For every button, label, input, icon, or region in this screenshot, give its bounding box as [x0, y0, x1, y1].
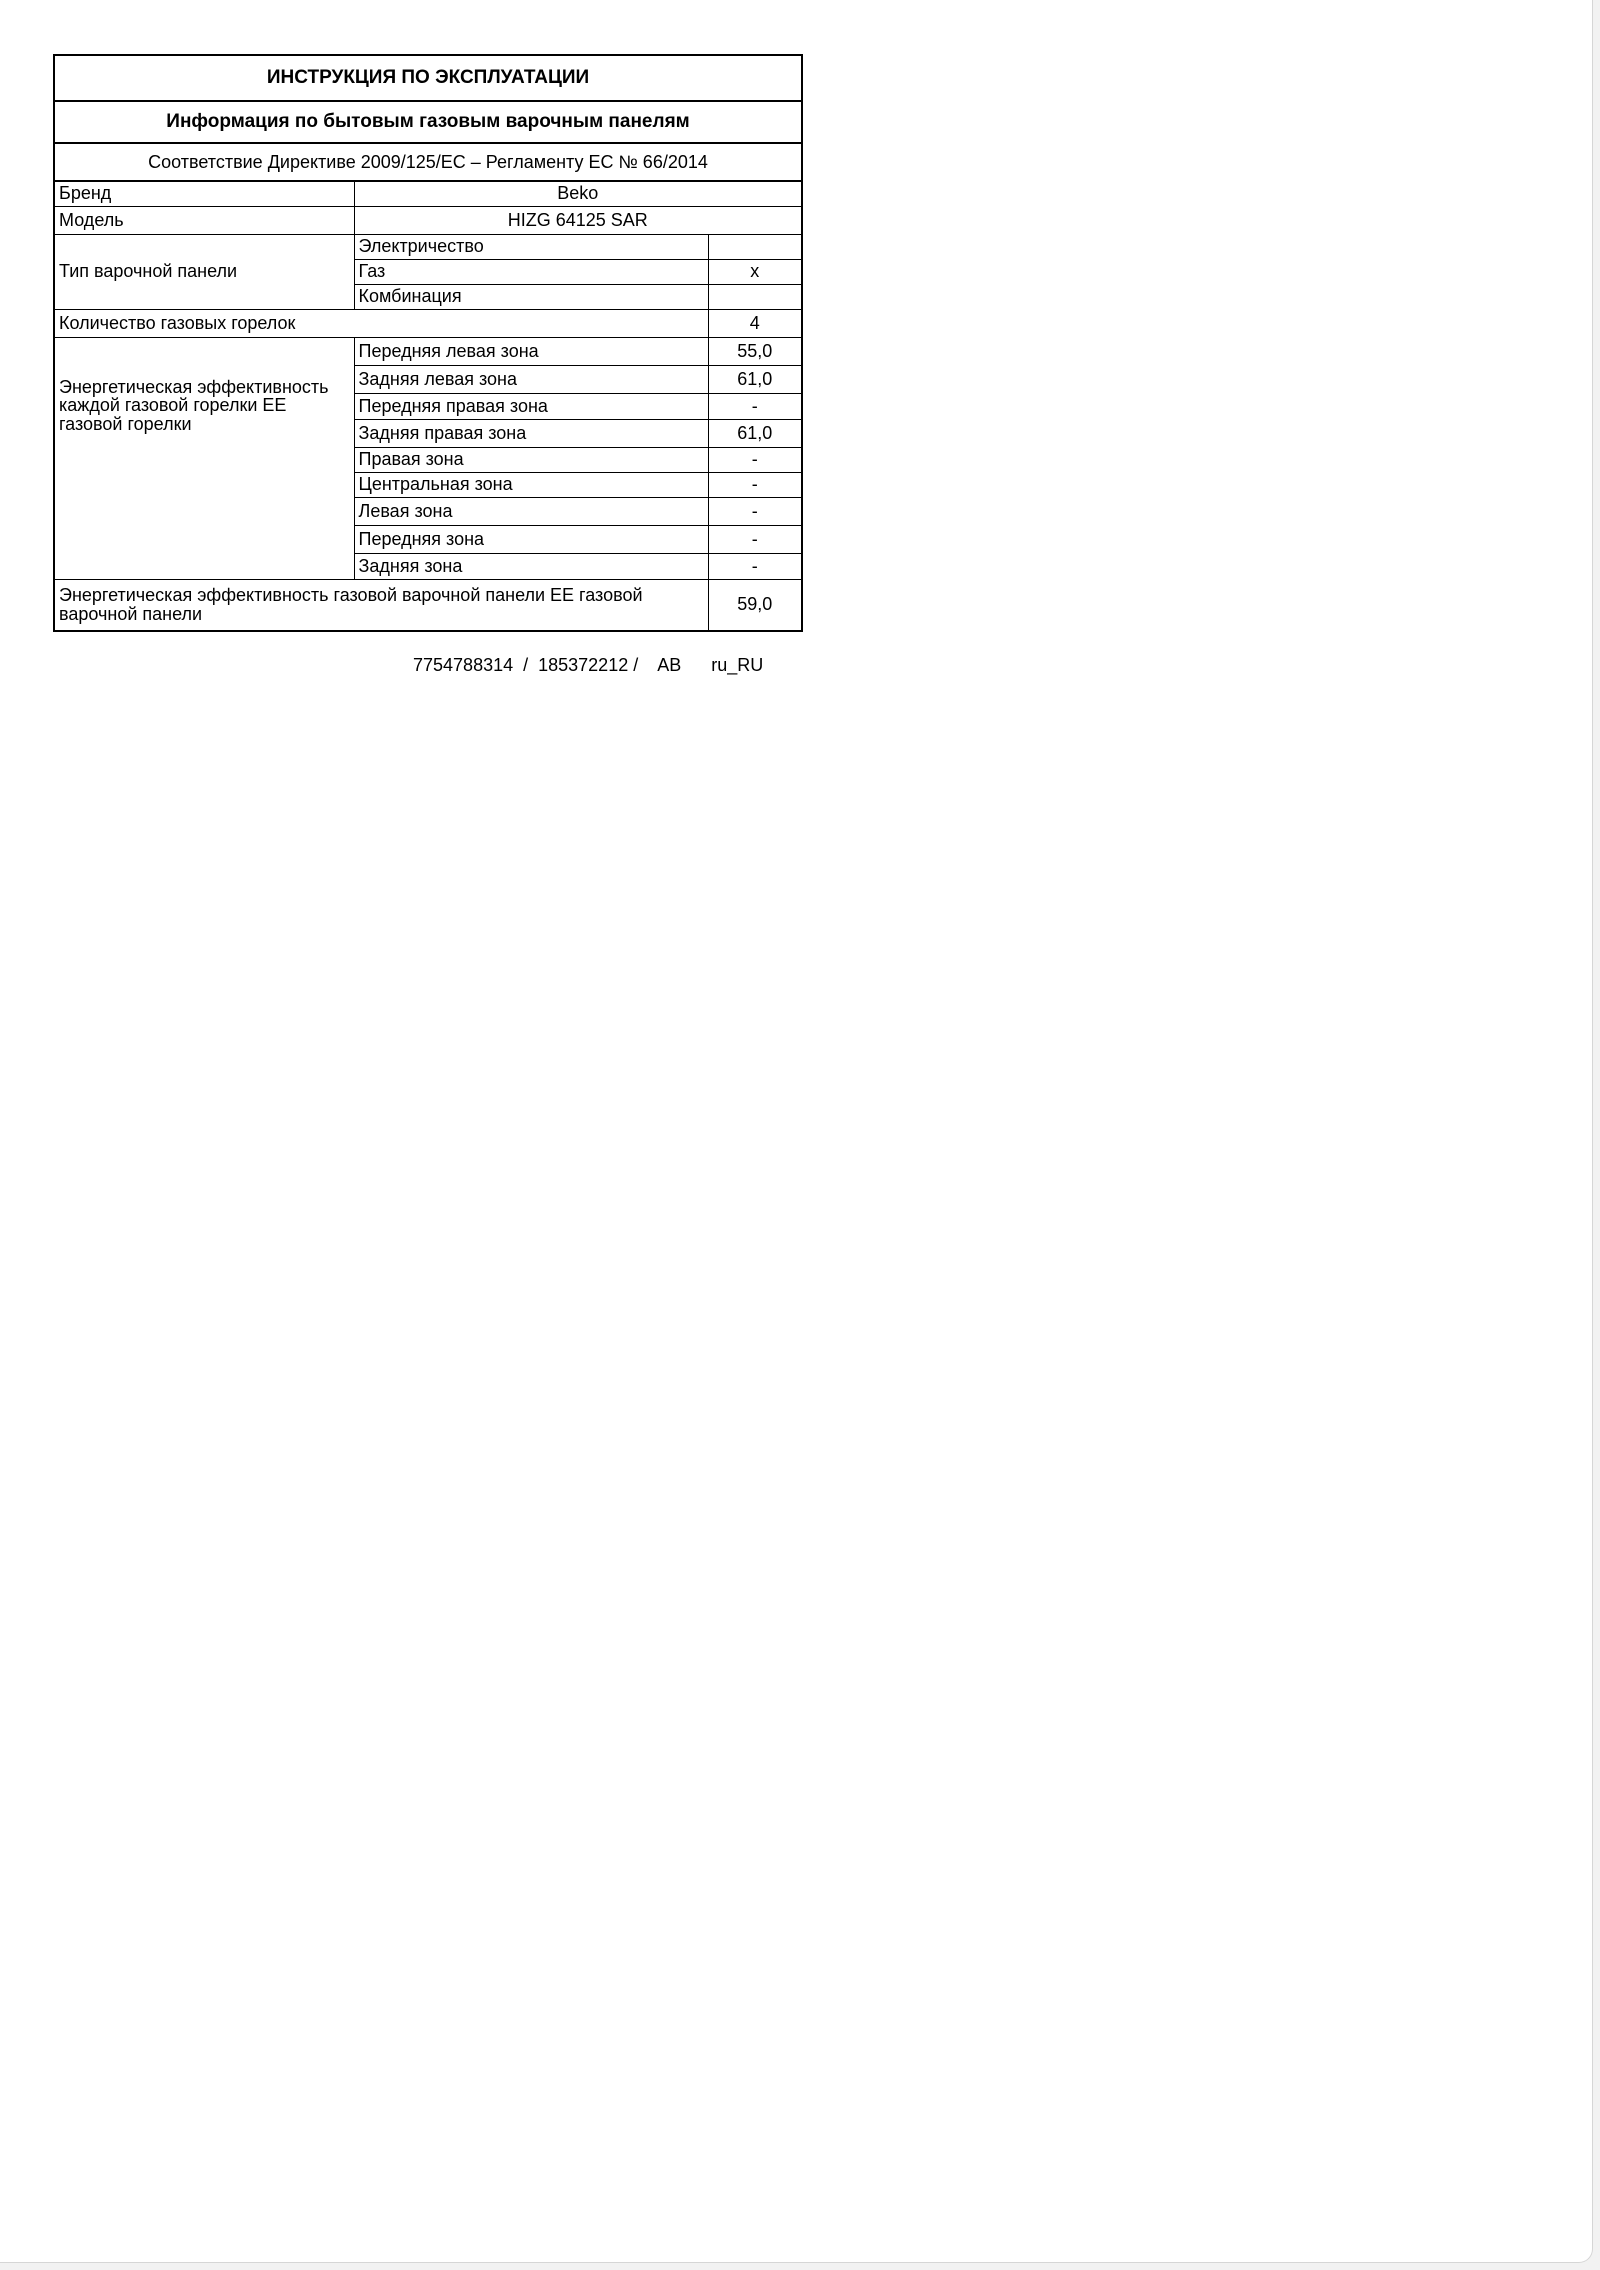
hob-type-mark [708, 284, 802, 309]
zone-value: - [708, 553, 802, 579]
zone-value: - [708, 472, 802, 497]
model-row [54, 206, 802, 234]
hob-type-label: Тип варочной панели [54, 234, 354, 309]
zone-value: 55,0 [708, 337, 802, 365]
zone-name: Левая зона [354, 497, 708, 525]
zone-row [54, 337, 802, 365]
document-title: ИНСТРУКЦИЯ ПО ЭКСПЛУАТАЦИИ [54, 55, 802, 101]
model-value: HIZG 64125 SAR [354, 206, 802, 234]
document-footer-code: 7754788314 / 185372212 / AB ru_RU [413, 655, 764, 675]
zone-value: - [708, 525, 802, 553]
hob-type-option: Газ [354, 259, 708, 284]
model-label: Модель [54, 206, 354, 234]
zone-value: - [708, 393, 802, 419]
burners-label: Количество газовых горелок [54, 309, 708, 337]
zone-value: - [708, 447, 802, 472]
hob-type-option: Электричество [354, 234, 708, 259]
burners-row [54, 309, 802, 337]
total-efficiency-label: Энергетическая эффективность газовой варочной панели EE газовой варочной панели [54, 579, 708, 631]
zone-name: Правая зона [354, 447, 708, 472]
zone-value: 61,0 [708, 419, 802, 447]
hob-type-mark [708, 234, 802, 259]
zone-name: Передняя левая зона [354, 337, 708, 365]
zone-name: Центральная зона [354, 472, 708, 497]
hob-type-mark: x [708, 259, 802, 284]
efficiency-label: Энергетическая эффективность каждой газовой горелки EE газовой горелки [54, 337, 354, 579]
zone-name: Задняя левая зона [354, 365, 708, 393]
zone-value: 61,0 [708, 365, 802, 393]
burners-value: 4 [708, 309, 802, 337]
hob-type-option: Комбинация [354, 284, 708, 309]
brand-label: Бренд [54, 181, 354, 206]
brand-row [54, 181, 802, 206]
total-efficiency-row [54, 579, 802, 631]
document-subtitle: Информация по бытовым газовым варочным панелям [54, 101, 802, 143]
directive-reference: Соответствие Директиве 2009/125/EC – Регламенту ЕС № 66/2014 [54, 143, 802, 181]
brand-value: Beko [354, 181, 802, 206]
hob-type-row [54, 234, 802, 259]
zone-name: Задняя зона [354, 553, 708, 579]
total-efficiency-value: 59,0 [708, 579, 802, 631]
zone-name: Задняя правая зона [354, 419, 708, 447]
product-info-table [53, 54, 803, 632]
zone-name: Передняя правая зона [354, 393, 708, 419]
zone-value: - [708, 497, 802, 525]
zone-name: Передняя зона [354, 525, 708, 553]
